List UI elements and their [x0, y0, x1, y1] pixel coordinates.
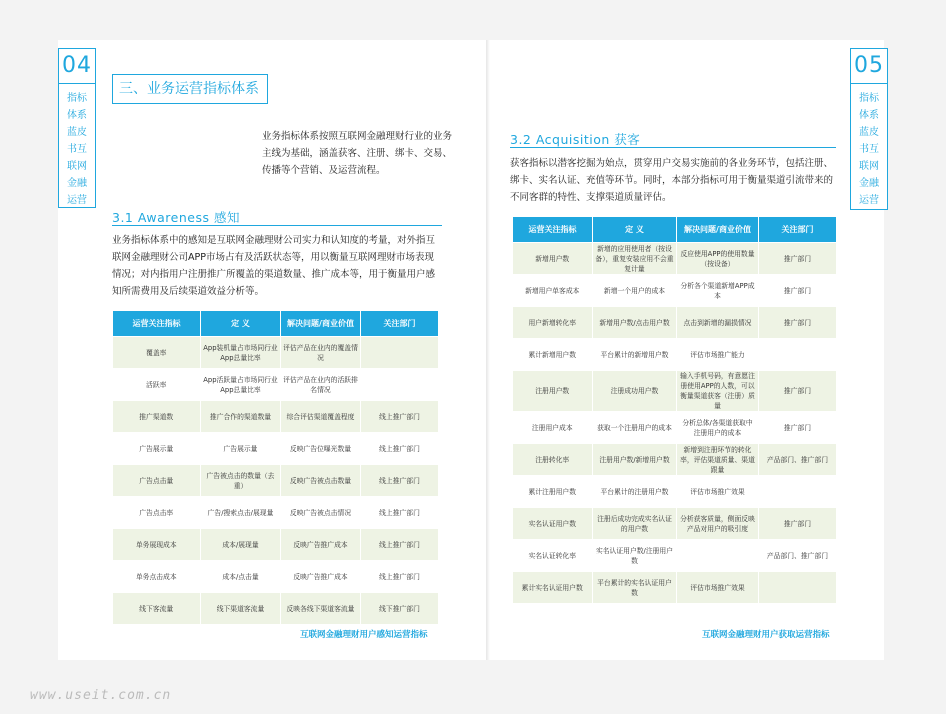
table-cell: 广告点击率 — [113, 497, 201, 529]
table-cell: 获取一个注册用户的成本 — [593, 412, 677, 444]
table-cell: 注册成功用户数 — [593, 371, 677, 412]
table-cell — [759, 476, 837, 508]
table-cell: 分析获客质量，侧面反映产品对用户的吸引度 — [677, 508, 759, 540]
table-cell: 推广部门 — [759, 508, 837, 540]
table-cell: 推广部门 — [759, 307, 837, 339]
table-cell: 线下客流量 — [113, 593, 201, 625]
chapter-tab-left — [58, 48, 96, 208]
table-cell: 平台累计的注册用户数 — [593, 476, 677, 508]
table-row — [113, 369, 439, 401]
table-cell — [759, 572, 837, 604]
table-cell — [677, 540, 759, 572]
table-cell: 推广部门 — [759, 243, 837, 275]
table-header-row — [513, 217, 837, 243]
table-cell: 线上推广部门 — [361, 433, 439, 465]
table-cell: 推广部门 — [759, 412, 837, 444]
intro-paragraph: 业务指标体系按照互联网金融理财行业的业务主线为基础，涵盖获客、注册、绑卡、交易、传播等个营销、及运营流程。 — [262, 131, 453, 176]
table-cell: 点击到新增的漏损情况 — [677, 307, 759, 339]
table-cell: 线上推广部门 — [361, 401, 439, 433]
metrics-table — [512, 216, 837, 604]
table-cell: 新增一个用户的成本 — [593, 275, 677, 307]
table-header-row — [113, 311, 439, 337]
table-cell: 线上推广部门 — [361, 529, 439, 561]
book-spine — [486, 40, 490, 660]
table-cell: 线下渠道客流量 — [201, 593, 281, 625]
table-cell: 推广部门 — [759, 275, 837, 307]
table-cell: 线上推广部门 — [361, 497, 439, 529]
table-cell: 注册用户数/新增用户数 — [593, 444, 677, 476]
table-row — [113, 337, 439, 369]
table-cell: 注册用户数 — [513, 371, 593, 412]
table-row — [513, 339, 837, 371]
table-cell: 反应使用APP的使用数量（按设备） — [677, 243, 759, 275]
table-row — [113, 433, 439, 465]
table-row — [513, 371, 837, 412]
table-cell: 反映广告被点击情况 — [281, 497, 361, 529]
subsection-underline — [112, 225, 442, 226]
table-cell: 产品部门、推广部门 — [759, 444, 837, 476]
table-cell: 分析总体/各渠道获取中注册用户的成本 — [677, 412, 759, 444]
page-footer: 互联网金融理财用户感知运营指标 — [300, 630, 428, 640]
table-cell: 线下推广部门 — [361, 593, 439, 625]
table-cell: 推广渠道数 — [113, 401, 201, 433]
table-cell: App活跃量占市场同行业App总量比率 — [201, 369, 281, 401]
table-cell: 反映广告被点击数量 — [281, 465, 361, 497]
table-row — [513, 307, 837, 339]
header-cell: 解决问题/商业价值 — [677, 217, 759, 243]
chapter-number: 04 — [59, 49, 95, 84]
table-cell: 广告/搜索点击/展现量 — [201, 497, 281, 529]
table-cell: 产品部门、推广部门 — [759, 540, 837, 572]
subsection-title: 3.2 Acquisition 获客 — [510, 132, 641, 147]
table-cell: 广告被点击的数量（去重） — [201, 465, 281, 497]
table-row — [513, 243, 837, 275]
table-row — [113, 497, 439, 529]
table-cell — [759, 339, 837, 371]
table-cell: 新增的应用使用者（按设备），重复安装应用不会重复计量 — [593, 243, 677, 275]
table-row — [513, 444, 837, 476]
table-row — [513, 275, 837, 307]
table-cell: 平台累计的实名认证用户数 — [593, 572, 677, 604]
table-cell: 综合评估渠道覆盖程度 — [281, 401, 361, 433]
header-cell: 定 义 — [201, 311, 281, 337]
table-cell: 线上推广部门 — [361, 561, 439, 593]
table-cell: 输入手机号码，有意愿注册使用APP的人数，可以衡量渠道获客（注册）质量 — [677, 371, 759, 412]
table-cell: 新增到注册环节的转化率，评估渠道质量、渠道跟量 — [677, 444, 759, 476]
table-cell: 评估市场推广效果 — [677, 572, 759, 604]
subsection-title: 3.1 Awareness 感知 — [112, 210, 240, 225]
table-cell: 实名认证转化率 — [513, 540, 593, 572]
table-cell: 反映广告位曝光数量 — [281, 433, 361, 465]
table-cell — [361, 369, 439, 401]
page-footer: 互联网金融理财用户获取运营指标 — [702, 630, 830, 640]
table-cell: App装机量占市场同行业App总量比率 — [201, 337, 281, 369]
table-cell — [361, 337, 439, 369]
table-cell: 广告展示量 — [201, 433, 281, 465]
table-row — [113, 593, 439, 625]
header-cell: 运营关注指标 — [113, 311, 201, 337]
table-row — [113, 561, 439, 593]
table-row — [513, 508, 837, 540]
watermark: www.useit.com.cn — [30, 688, 172, 703]
table-cell: 新增用户数 — [513, 243, 593, 275]
table-cell: 反映各线下渠道客流量 — [281, 593, 361, 625]
table-cell: 成本/点击量 — [201, 561, 281, 593]
subsection-underline — [510, 147, 836, 148]
header-cell: 解决问题/商业价值 — [281, 311, 361, 337]
table-cell: 注册用户成本 — [513, 412, 593, 444]
table-cell: 新增用户单客成本 — [513, 275, 593, 307]
table-cell: 评估产品在业内的活跃排名情况 — [281, 369, 361, 401]
table-row — [113, 465, 439, 497]
table-cell: 覆盖率 — [113, 337, 201, 369]
table-cell: 累计注册用户数 — [513, 476, 593, 508]
table-cell: 实名认证用户数 — [513, 508, 593, 540]
table-cell: 线上推广部门 — [361, 465, 439, 497]
table-cell: 分析各个渠道新增APP成本 — [677, 275, 759, 307]
table-cell: 单务展现成本 — [113, 529, 201, 561]
header-cell: 关注部门 — [361, 311, 439, 337]
header-cell: 运营关注指标 — [513, 217, 593, 243]
table-cell: 累计实名认证用户数 — [513, 572, 593, 604]
table-row — [513, 572, 837, 604]
table-cell: 推广部门 — [759, 371, 837, 412]
table-cell: 广告展示量 — [113, 433, 201, 465]
table-cell: 活跃率 — [113, 369, 201, 401]
body-paragraph: 业务指标体系中的感知是互联网金融理财公司实力和认知度的考量，对外指互联网金融理财公司APP市场占有及活跃状态等，用以衡量互联网理财市场表现情况；对内指用户注册推广所覆盖的渠道数量、推广成本等，用于衡量用户感知所需费用及后续渠道效益分析等。 — [112, 235, 436, 297]
table-cell: 成本/展现量 — [201, 529, 281, 561]
header-cell: 关注部门 — [759, 217, 837, 243]
table-cell: 单务点击成本 — [113, 561, 201, 593]
table-cell: 注册转化率 — [513, 444, 593, 476]
header-cell: 定 义 — [593, 217, 677, 243]
table-row — [113, 529, 439, 561]
table-cell: 注册后成功完成实名认证的用户数 — [593, 508, 677, 540]
chapter-tab-text: 指标体系蓝皮书互联网金融运营 — [859, 93, 879, 206]
table-cell: 平台累计的新增用户数 — [593, 339, 677, 371]
table-cell: 评估市场推广能力 — [677, 339, 759, 371]
table-cell: 评估产品在业内的覆盖情况 — [281, 337, 361, 369]
table-cell: 评估市场推广效果 — [677, 476, 759, 508]
body-paragraph: 获客指标以潜客挖掘为始点，贯穿用户交易实施前的各业务环节，包括注册、绑卡、实名认证、充值等环节。同时，本部分指标可用于衡量渠道引流带来的不同客群的特性、支撑渠道质量评估。 — [510, 158, 834, 203]
table-row — [513, 412, 837, 444]
table-row — [513, 476, 837, 508]
table-cell: 用户新增转化率 — [513, 307, 593, 339]
table-cell: 推广合作的渠道数量 — [201, 401, 281, 433]
section-title: 三、业务运营指标体系 — [112, 74, 268, 104]
chapter-tab-right — [850, 48, 888, 210]
table-cell: 新增用户数/点击用户数 — [593, 307, 677, 339]
metrics-table — [112, 310, 439, 625]
table-row — [113, 401, 439, 433]
table-row — [513, 540, 837, 572]
table-cell: 实名认证用户数/注册用户数 — [593, 540, 677, 572]
table-cell: 反映广告推广成本 — [281, 561, 361, 593]
table-cell: 广告点击量 — [113, 465, 201, 497]
table-cell: 累计新增用户数 — [513, 339, 593, 371]
chapter-number: 05 — [851, 49, 887, 84]
table-cell: 反映广告推广成本 — [281, 529, 361, 561]
chapter-tab-text: 指标体系蓝皮书互联网金融运营 — [67, 93, 87, 206]
